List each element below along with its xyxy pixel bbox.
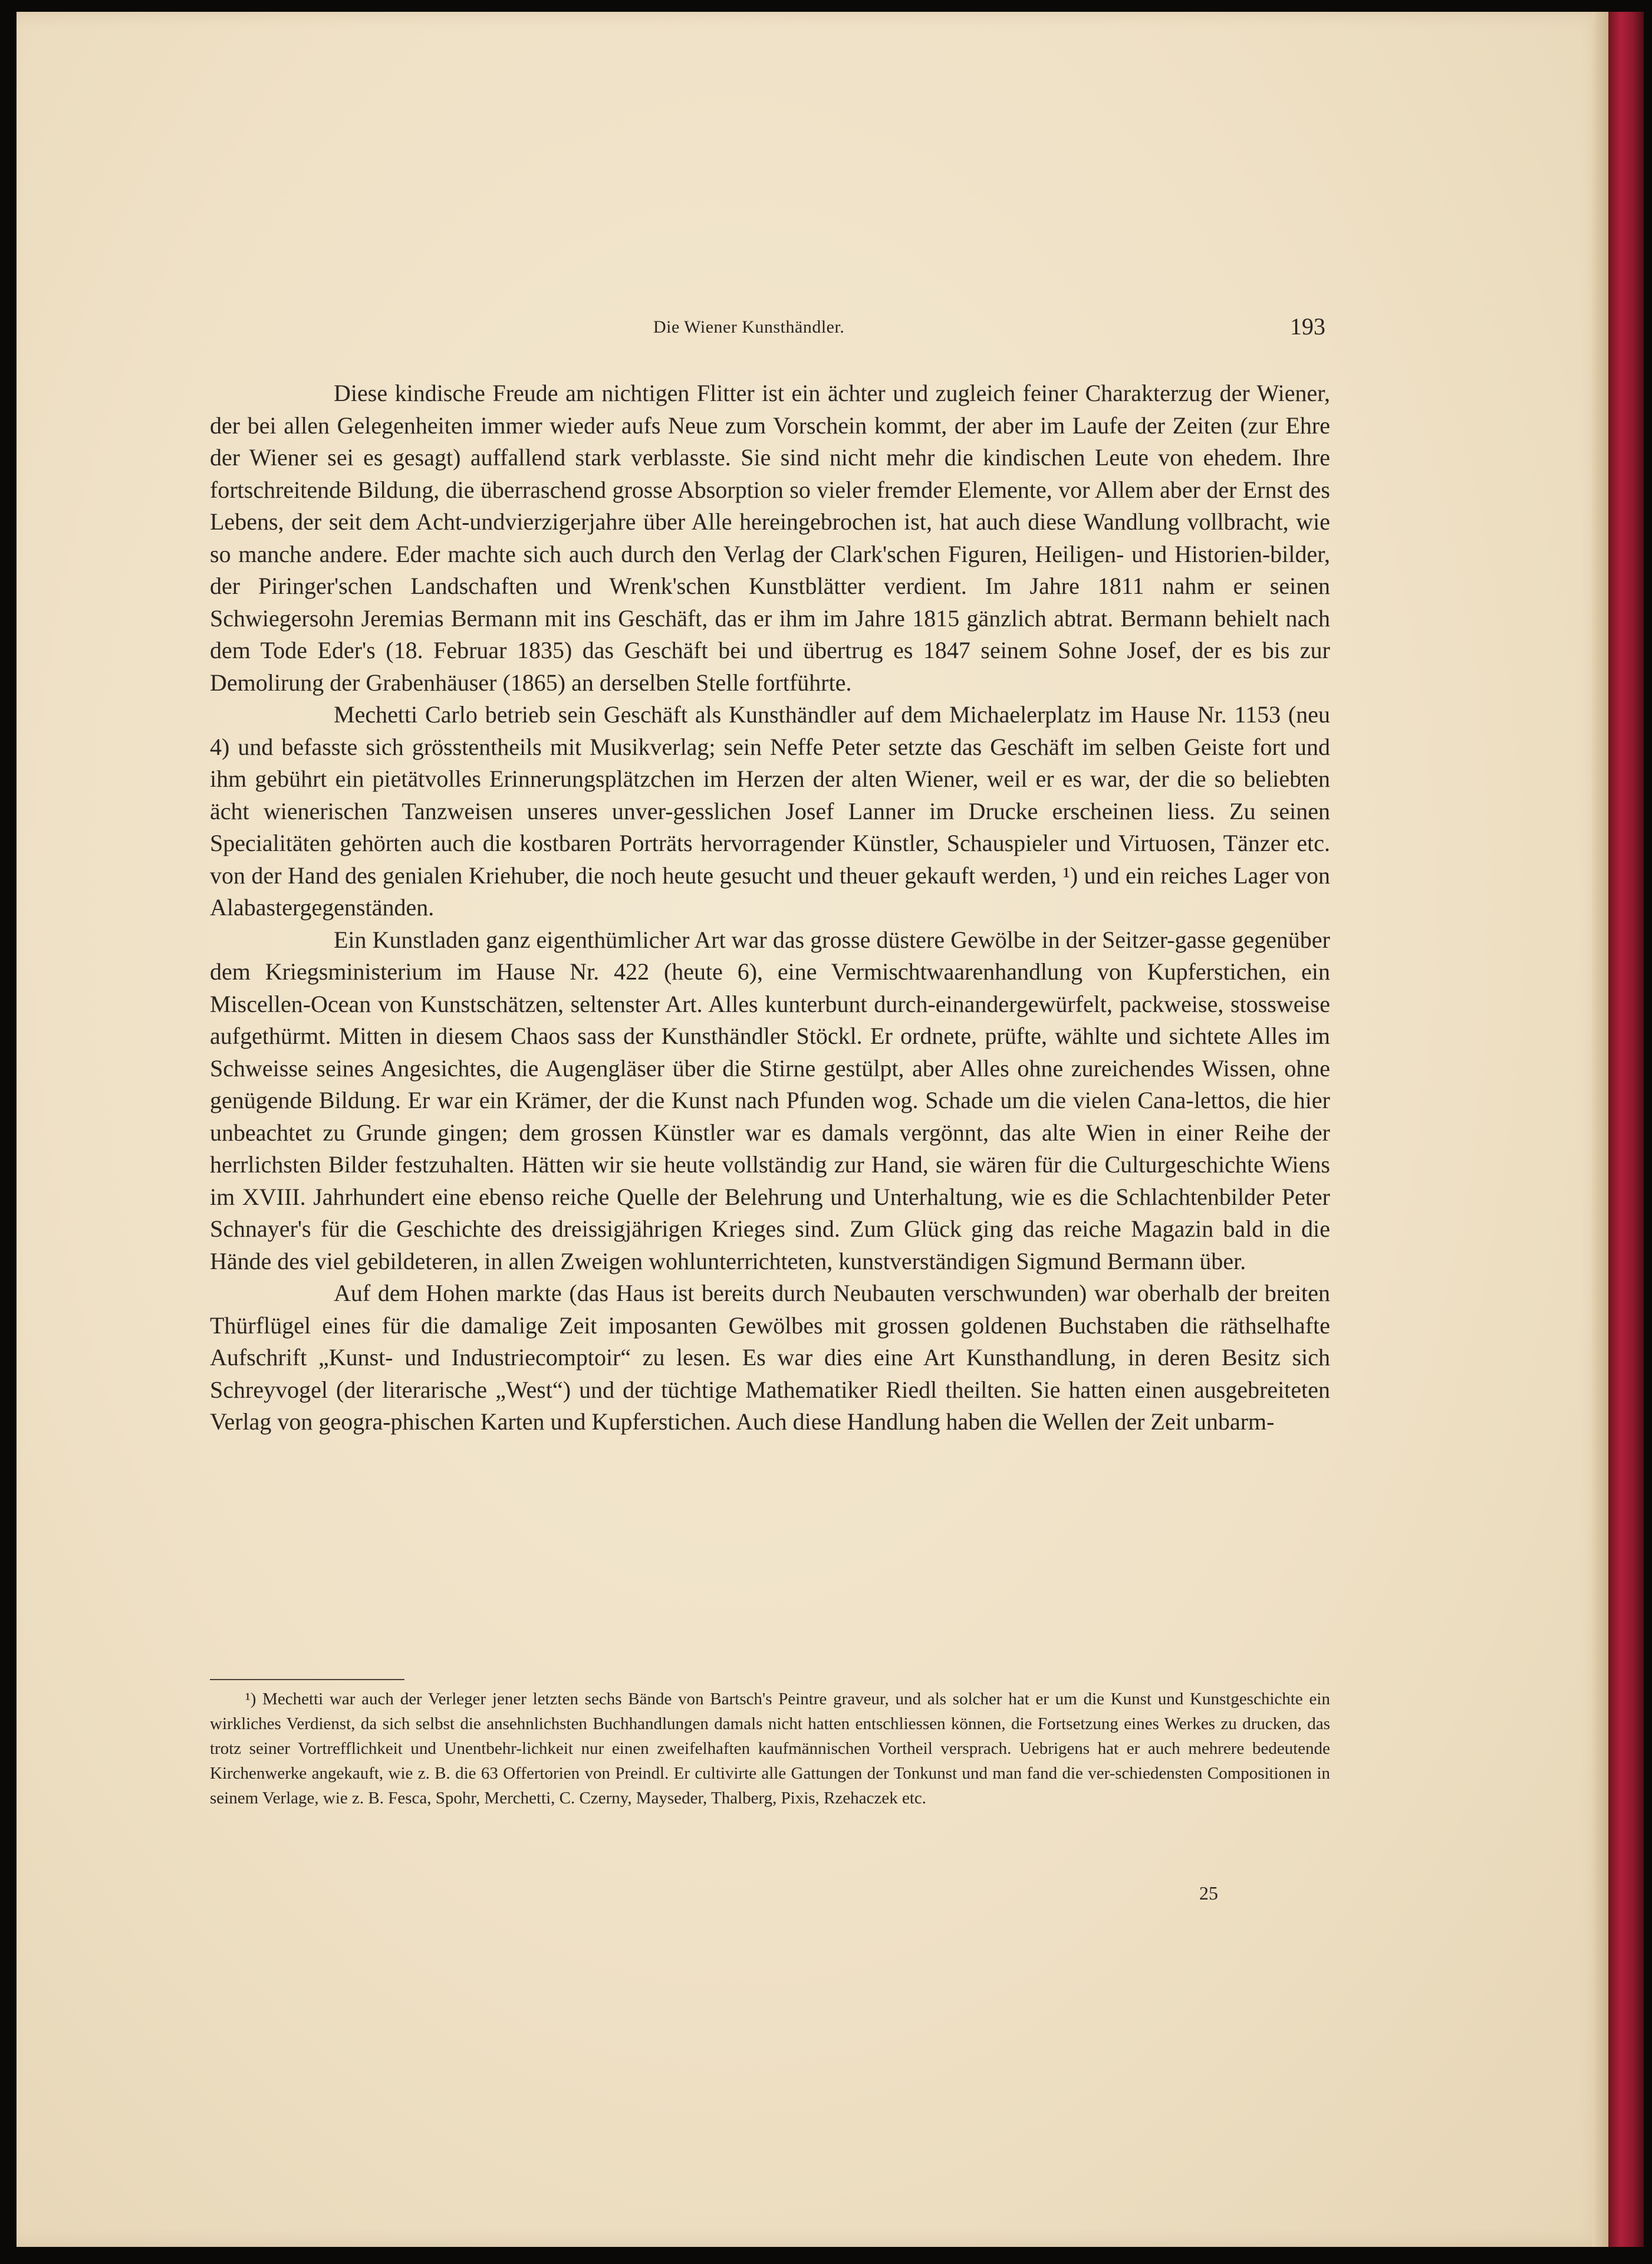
paragraph: Auf dem Hohen markte (das Haus ist bereits durch Neubauten verschwunden) war oberhalb der breiten Thürflügel eines für die damalige Zeit imposanten Gewölbes mit grossen goldenen Buchstaben die räthselhafte Aufschrift „Kunst- und Industriecomptoir“ zu lesen. Es war dies eine Art Kunsthandlung, in deren Besitz sich Schreyvogel (der literarische „West“) und der tüchtige Mathematiker Riedl theilten. Sie hatten einen ausgebreiteten Verlag von geogra-phischen Karten und Kupferstichen. Auch diese Handlung haben die Wellen der Zeit unbarm- — [210, 1280, 1330, 1435]
signature-mark: 25 — [1199, 1882, 1218, 1904]
page-edge — [1592, 12, 1610, 2247]
running-head: Die Wiener Kunsthändler. — [653, 317, 845, 337]
footnotes — [210, 1687, 1330, 1810]
body-text — [210, 377, 1330, 1438]
paragraph: Mechetti Carlo betrieb sein Geschäft als Kunsthändler auf dem Michaelerplatz im Hause Nr. 1153 (neu 4) und befasste sich grösstentheils mit Musikverlag; sein Neffe Peter setzte das Geschäft im selben Geiste fort und ihm gebührt ein pietätvolles Erinnerungsplätzchen im Herzen der alten Wiener, weil er es war, der die so beliebten ächt wienerischen Tanzweisen unseres unver-gesslichen Josef Lanner im Drucke erscheinen liess. Zu seinen Specialitäten gehörten auch die kostbaren Porträts hervorragender Künstler, Schauspieler und Virtuosen, Tänzer etc. von der Hand des genialen Kriehuber, die noch heute gesucht und theuer gekauft werden, ¹) und ein reiches Lager von Alabastergegenständen. — [210, 701, 1330, 921]
book-binding — [1608, 12, 1644, 2247]
page-number: 193 — [1290, 313, 1325, 340]
paragraph: Ein Kunstladen ganz eigenthümlicher Art war das grosse düstere Gewölbe in der Seitzer-gasse gegenüber dem Kriegsministerium im Hause Nr. 422 (heute 6), eine Vermischtwaarenhandlung von Kupferstichen, ein Miscellen-Ocean von Kunstschätzen, seltenster Art. Alles kunterbunt durch-einandergewürfelt, packweise, stossweise aufgethürmt. Mitten in diesem Chaos sass der Kunsthändler Stöckl. Er ordnete, prüfte, wählte und sichtete Alles im Schweisse seines Angesichtes, die Augengläser über die Stirne gestülpt, aber Alles ohne zureichendes Wissen, ohne genügende Bildung. Er war ein Krämer, der die Kunst nach Pfunden wog. Schade um die vielen Cana-lettos, die hier unbeachtet zu Grunde gingen; dem grossen Künstler war es damals vergönnt, das alte Wien in einer Reihe der herrlichsten Bilder festzuhalten. Hätten wir sie heute vollständig zur Hand, sie wären für die Culturgeschichte Wiens im XVIII. Jahrhundert eine ebenso reiche Quelle der Belehrung und Unterhaltung, wie es die Schlachtenbilder Peter Schnayer's für die Geschichte des dreissigjährigen Krieges sind. Zum Glück ging das reiche Magazin bald in die Hände des viel gebildeteren, in allen Zweigen wohlunterrichteten, kunstverständigen Sigmund Bermann über. — [210, 926, 1330, 1274]
paragraph: Diese kindische Freude am nichtigen Flitter ist ein ächter und zugleich feiner Charakterzug der Wiener, der bei allen Gelegenheiten immer wieder aufs Neue zum Vorschein kommt, der aber im Laufe der Zeiten (zur Ehre der Wiener sei es gesagt) auffallend stark verblasste. Sie sind nicht mehr die kindischen Leute von ehedem. Ihre fortschreitende Bildung, die überraschend grosse Absorption so vieler fremder Elemente, vor Allem aber der Ernst des Lebens, der seit dem Acht-undvierzigerjahre über Alle hereingebrochen ist, hat auch diese Wandlung vollbracht, wie so manche andere. Eder machte sich auch durch den Verlag der Clark'schen Figuren, Heiligen- und Historien-bilder, der Piringer'schen Landschaften und Wrenk'schen Kunstblätter verdient. Im Jahre 1811 nahm er seinen Schwiegersohn Jeremias Bermann mit ins Geschäft, das er ihm im Jahre 1815 gänzlich abtrat. Bermann behielt nach dem Tode Eder's (18. Februar 1835) das Geschäft bei und übertrug es 1847 seinem Sohne Josef, der es bis zur Demolirung der Grabenhäuser (1865) an derselben Stelle fortführte. — [210, 380, 1330, 696]
footnote-rule — [210, 1679, 404, 1680]
footnote: ¹) Mechetti war auch der Verleger jener letzten sechs Bände von Bartsch's Peintre graveur, und als solcher hat er um die Kunst und Kunstgeschichte ein wirkliches Verdienst, da sich selbst die ansehnlichsten Buchhandlungen damals nicht hatten entschliessen können, die Fortsetzung eines Werkes zu drucken, das trotz seiner Vortrefflichkeit und Unentbehr-lichkeit nur einen zweifelhaften kaufmännischen Vortheil versprach. Uebrigens hat er auch mehrere bedeutende Kirchenwerke angekauft, wie z. B. die 63 Offertorien von Preindl. Er cultivirte alle Gattungen der Tonkunst und man fand die ver-schiedensten Compositionen in seinem Verlage, wie z. B. Fesca, Spohr, Merchetti, C. Czerny, Mayseder, Thalberg, Pixis, Rzehaczek etc. — [210, 1690, 1330, 1808]
